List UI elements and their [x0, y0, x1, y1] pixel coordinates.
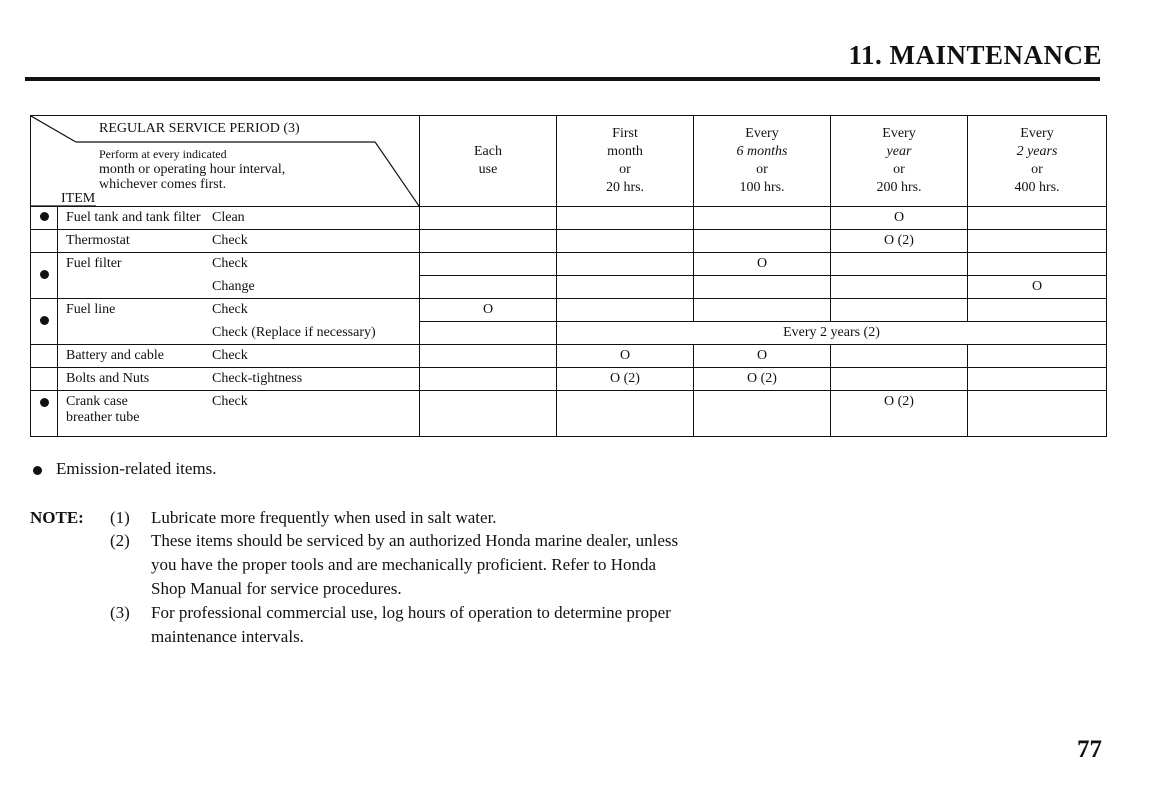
- schedule-mark: [968, 207, 1107, 230]
- emission-bullet-icon: [40, 270, 49, 279]
- schedule-mark: O: [968, 276, 1107, 299]
- period-header-6-months: Every 6 months or 100 hrs.: [694, 116, 831, 207]
- schedule-mark: [968, 368, 1107, 391]
- table-row: [31, 345, 1107, 368]
- schedule-mark: O: [557, 345, 694, 368]
- schedule-mark: [968, 345, 1107, 368]
- table-row: [31, 230, 1107, 253]
- schedule-mark: [831, 299, 968, 322]
- schedule-mark: O (2): [557, 368, 694, 391]
- emission-marker-cell: [31, 230, 58, 253]
- schedule-mark: [557, 391, 694, 437]
- page-number: 77: [1077, 736, 1102, 763]
- period-header-year: Every year or 200 hrs.: [831, 116, 968, 207]
- schedule-mark: [694, 230, 831, 253]
- service-period-subtitle-line: whichever comes first.: [99, 177, 227, 192]
- item-cell: Crank case breather tubeCheck: [58, 391, 420, 437]
- schedule-mark: [557, 276, 694, 299]
- period-header-first-month: First month or 20 hrs.: [557, 116, 694, 207]
- note-text: For professional commercial use, log hours of operation to determine proper maintenance intervals.: [151, 603, 671, 646]
- legend-text: Emission-related items.: [56, 459, 217, 478]
- schedule-mark: O (2): [831, 230, 968, 253]
- schedule-mark: [557, 207, 694, 230]
- schedule-mark: [831, 368, 968, 391]
- note-number: (1): [110, 508, 130, 527]
- item-cell: Fuel tank and tank filter Clean: [58, 207, 420, 230]
- schedule-mark: [420, 253, 557, 276]
- period-header-2-years: Every 2 years or 400 hrs.: [968, 116, 1107, 207]
- schedule-mark: [420, 391, 557, 437]
- item-column-label: ITEM: [61, 191, 96, 206]
- schedule-mark: [557, 230, 694, 253]
- emission-marker-cell: [31, 391, 58, 437]
- schedule-mark: O (2): [694, 368, 831, 391]
- emission-bullet-icon: [40, 316, 49, 325]
- schedule-mark: [968, 391, 1107, 437]
- schedule-mark: [694, 299, 831, 322]
- schedule-mark: [694, 207, 831, 230]
- item-cell: Bolts and Nuts Check-tightness: [58, 368, 420, 391]
- table-row: [31, 322, 1107, 345]
- schedule-mark: [420, 207, 557, 230]
- item-cell: Change: [58, 276, 420, 299]
- schedule-mark: [694, 391, 831, 437]
- note-number: (2): [110, 531, 130, 550]
- table-row: [31, 299, 1107, 322]
- note-number: (3): [110, 603, 130, 622]
- schedule-mark: [968, 299, 1107, 322]
- table-row: [31, 368, 1107, 391]
- item-cell: Battery and cable Check: [58, 345, 420, 368]
- table-row: [31, 391, 1107, 437]
- schedule-mark: [557, 299, 694, 322]
- schedule-mark: [420, 368, 557, 391]
- schedule-mark: [968, 230, 1107, 253]
- schedule-mark: [694, 276, 831, 299]
- schedule-mark: [831, 345, 968, 368]
- table-row: [31, 207, 1107, 230]
- item-cell: Thermostat Check: [58, 230, 420, 253]
- period-header-each-use: Each use: [420, 116, 557, 207]
- service-period-subtitle-line: month or operating hour interval,: [99, 162, 286, 177]
- item-cell: Check (Replace if necessary): [58, 322, 420, 345]
- item-cell: Fuel line Check: [58, 299, 420, 322]
- schedule-mark: O: [420, 299, 557, 322]
- emission-marker-cell: [31, 253, 58, 299]
- header-rule: [25, 77, 1100, 81]
- emission-marker-cell: [31, 299, 58, 345]
- table-row: [31, 253, 1107, 276]
- note-text: Lubricate more frequently when used in salt water.: [151, 508, 497, 527]
- note-label: NOTE:: [30, 508, 84, 527]
- emission-marker-cell: [31, 207, 58, 230]
- emission-bullet-icon: [40, 212, 49, 221]
- schedule-mark: O: [694, 345, 831, 368]
- emission-legend: [33, 459, 217, 479]
- service-period-title: REGULAR SERVICE PERIOD (3): [99, 121, 300, 136]
- item-period-header-cell: [31, 116, 420, 207]
- schedule-mark: [420, 230, 557, 253]
- table-header-row: [31, 116, 1107, 207]
- emission-bullet-icon: [33, 466, 42, 475]
- schedule-mark: [420, 276, 557, 299]
- service-period-subtitle-line: Perform at every indicated: [99, 147, 227, 161]
- maintenance-schedule-table: [30, 115, 1107, 437]
- schedule-mark: O: [831, 207, 968, 230]
- emission-marker-cell: [31, 368, 58, 391]
- schedule-mark: [831, 253, 968, 276]
- section-title: 11. MAINTENANCE: [848, 40, 1102, 70]
- schedule-mark: O (2): [831, 391, 968, 437]
- schedule-mark: [968, 253, 1107, 276]
- span-note-every-2-years: Every 2 years (2): [557, 322, 1107, 345]
- emission-marker-cell: [31, 345, 58, 368]
- schedule-mark: O: [694, 253, 831, 276]
- schedule-mark: [557, 253, 694, 276]
- schedule-mark: [420, 322, 557, 345]
- schedule-mark: [831, 276, 968, 299]
- schedule-mark: [420, 345, 557, 368]
- item-cell: Fuel filter Check: [58, 253, 420, 276]
- table-row: [31, 276, 1107, 299]
- note-text: These items should be serviced by an authorized Honda marine dealer, unless you have the proper tools and are mechanically proficient. Refer to Honda Shop Manual for service procedures.: [151, 531, 679, 598]
- emission-bullet-icon: [40, 398, 49, 407]
